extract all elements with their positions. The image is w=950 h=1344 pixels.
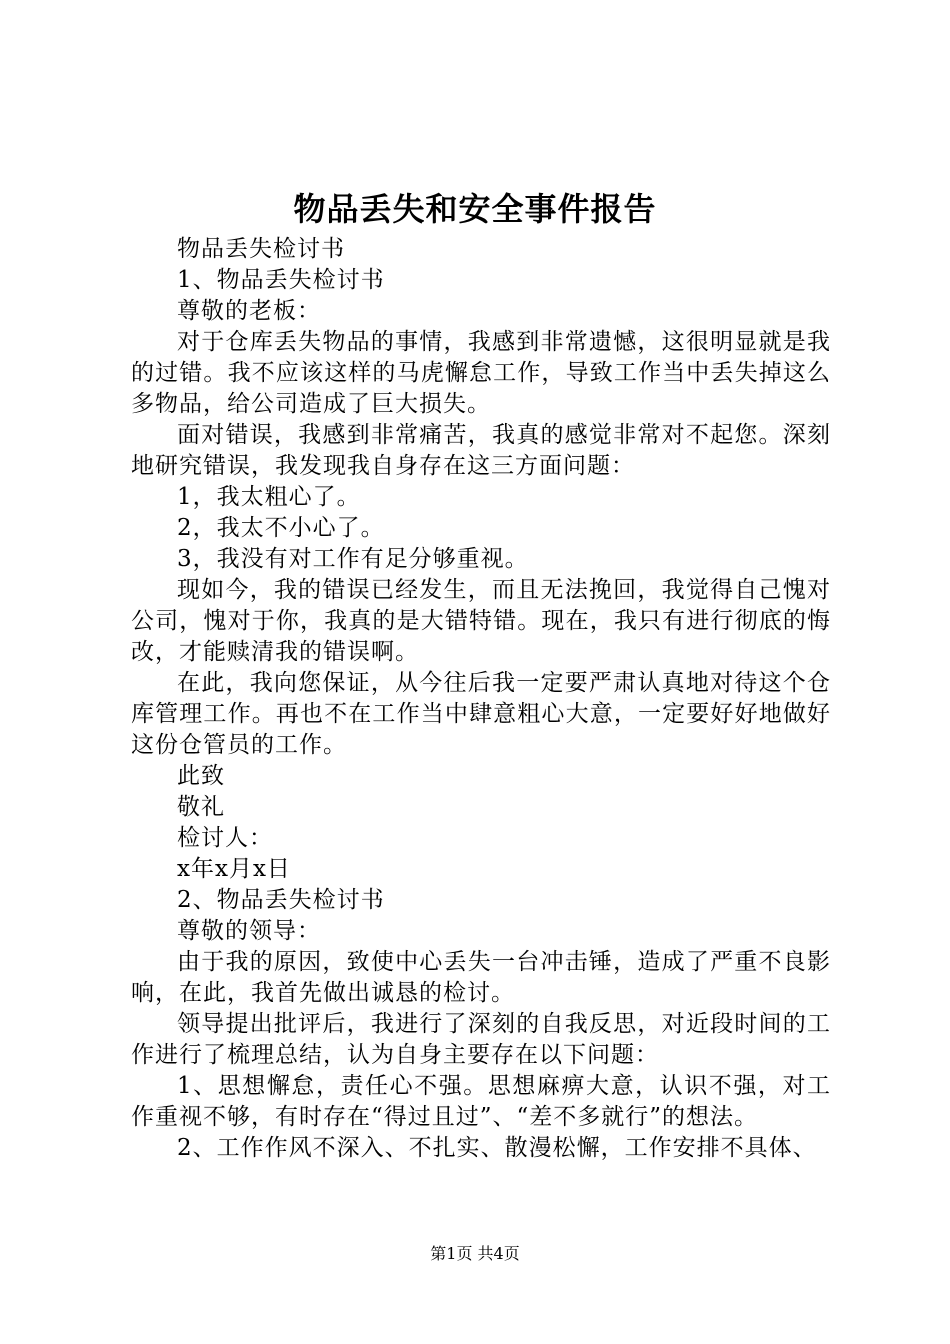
paragraph: 现如今，我的错误已经发生，而且无法挽回，我觉得自己愧对公司，愧对于你，我真的是大错特错。现在，我只有进行彻底的悔改，才能赎清我的错误啊。 xyxy=(131,577,831,665)
paragraph: 1、思想懈怠，责任心不强。思想麻痹大意，认识不强，对工作重视不够，有时存在“得过且过”、“差不多就行”的想法。 xyxy=(131,1073,831,1130)
paragraph: x年x月x日 xyxy=(177,856,291,882)
paragraph: 检讨人： xyxy=(177,825,273,851)
document-title: 物品丢失和安全事件报告 xyxy=(293,190,657,228)
paragraph: 领导提出批评后，我进行了深刻的自我反思，对近段时间的工作进行了梳理总结，认为自身主要存在以下问题： xyxy=(131,1011,831,1068)
paragraph: 此致 xyxy=(177,763,225,789)
paragraph: 在此，我向您保证，从今往后我一定要严肃认真地对待这个仓库管理工作。再也不在工作当中肆意粗心大意，一定要好好地做好这份仓管员的工作。 xyxy=(131,670,831,758)
paragraph: 面对错误，我感到非常痛苦，我真的感觉非常对不起您。深刻地研究错误，我发现我自身存在这三方面问题： xyxy=(131,422,831,479)
paragraph: 敬礼 xyxy=(177,794,225,820)
document-body xyxy=(131,234,831,1164)
paragraph: 2、物品丢失检讨书 xyxy=(177,887,385,913)
paragraph: 1、物品丢失检讨书 xyxy=(177,267,385,293)
paragraph: 尊敬的领导： xyxy=(177,918,321,944)
paragraph: 2、工作作风不深入、不扎实、散漫松懈，工作安排不具体、 xyxy=(177,1135,817,1161)
paragraph: 对于仓库丢失物品的事情，我感到非常遗憾，这很明显就是我的过错。我不应该这样的马虎懈怠工作，导致工作当中丢失掉这么多物品，给公司造成了巨大损失。 xyxy=(131,329,831,417)
paragraph: 物品丢失检讨书 xyxy=(177,236,345,262)
paragraph: 1，我太粗心了。 xyxy=(177,484,361,510)
paragraph: 2，我太不小心了。 xyxy=(177,515,385,541)
paragraph: 3，我没有对工作有足分够重视。 xyxy=(177,546,529,572)
paragraph: 由于我的原因，致使中心丢失一台冲击锤，造成了严重不良影响，在此，我首先做出诚恳的检讨。 xyxy=(131,949,831,1006)
paragraph: 尊敬的老板： xyxy=(177,298,321,324)
page-footer: 第1页 共4页 xyxy=(430,1244,520,1263)
